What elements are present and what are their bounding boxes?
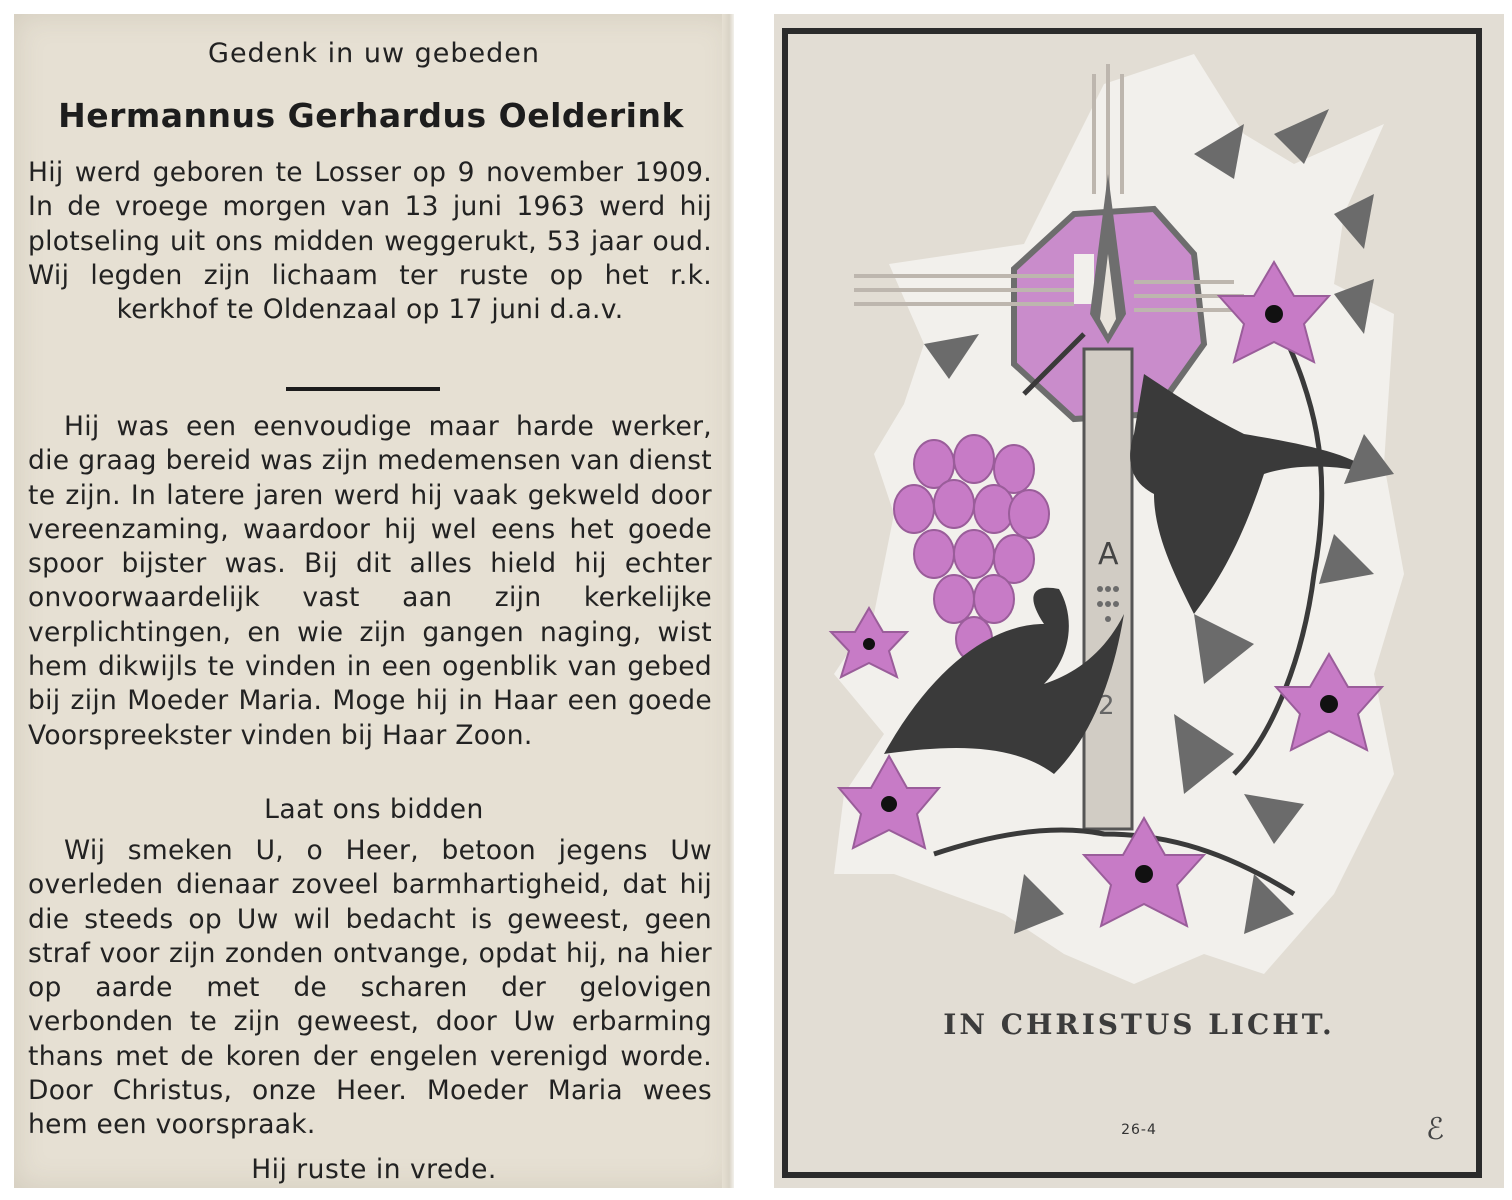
divider-rule	[286, 387, 440, 391]
devotional-illustration	[774, 14, 1504, 994]
omega-letter: 2	[1098, 691, 1115, 721]
prayer-paragraph: Wij smeken U, o Heer, betoon jegens Uw overleden dienaar zoveel barmhartigheid, dat hij die steeds op Uw wil bedacht is geweest, geen straf voor zijn zonden ontvange, opdat hij, na hier op aarde met de scharen der gelovigen verbonden te zijn geweest, door Uw erbarming thans met de koren der engelen verenigd worde. Door Christus, onze Heer. Moeder Maria wees hem een voorspraak.	[28, 835, 712, 1141]
biography-paragraph: Hij werd geboren te Losser op 9 november 1909. In de vroege morgen van 13 juni 1963 werd hij plotseling uit ons midden weggerukt, 53 jaar oud. Wij legden zijn lichaam ter ruste op het r.k. kerkhof te Oldenzaal op 17 juni d.a.v.	[28, 157, 712, 326]
prayer-title: Laat ons bidden	[264, 794, 484, 825]
closing-line: Hij ruste in vrede.	[251, 1154, 497, 1185]
print-code: 26-4	[1121, 1122, 1157, 1138]
prayer-card-image-side	[774, 14, 1504, 1188]
publisher-mark-icon: ℰ	[1426, 1112, 1445, 1147]
torn-edge	[722, 14, 734, 1188]
deceased-name: Hermannus Gerhardus Oelderink	[58, 96, 684, 135]
card-heading: Gedenk in uw gebeden	[208, 38, 540, 69]
alpha-letter: A	[1098, 537, 1119, 572]
character-paragraph: Hij was een eenvoudige maar harde werker, die graag bereid was zijn medemensen van dienst te zijn. In latere jaren werd hij vaak gekweld door vereenzaming, waardoor hij wel eens het goede spoor bijster was. Bij dit alles hield hij echter onvoorwaardelijk vast aan zijn kerkelijke verplichtingen, en wie zijn gangen naging, wist hem dikwijls te vinden in een ogenblik van gebed bij zijn Moeder Maria. Moge hij in Haar een goede Voorspreekster vinden bij Haar Zoon.	[28, 411, 712, 751]
prayer-card-text-side	[14, 14, 734, 1188]
motto-text: IN CHRISTUS LICHT.	[943, 1008, 1335, 1041]
